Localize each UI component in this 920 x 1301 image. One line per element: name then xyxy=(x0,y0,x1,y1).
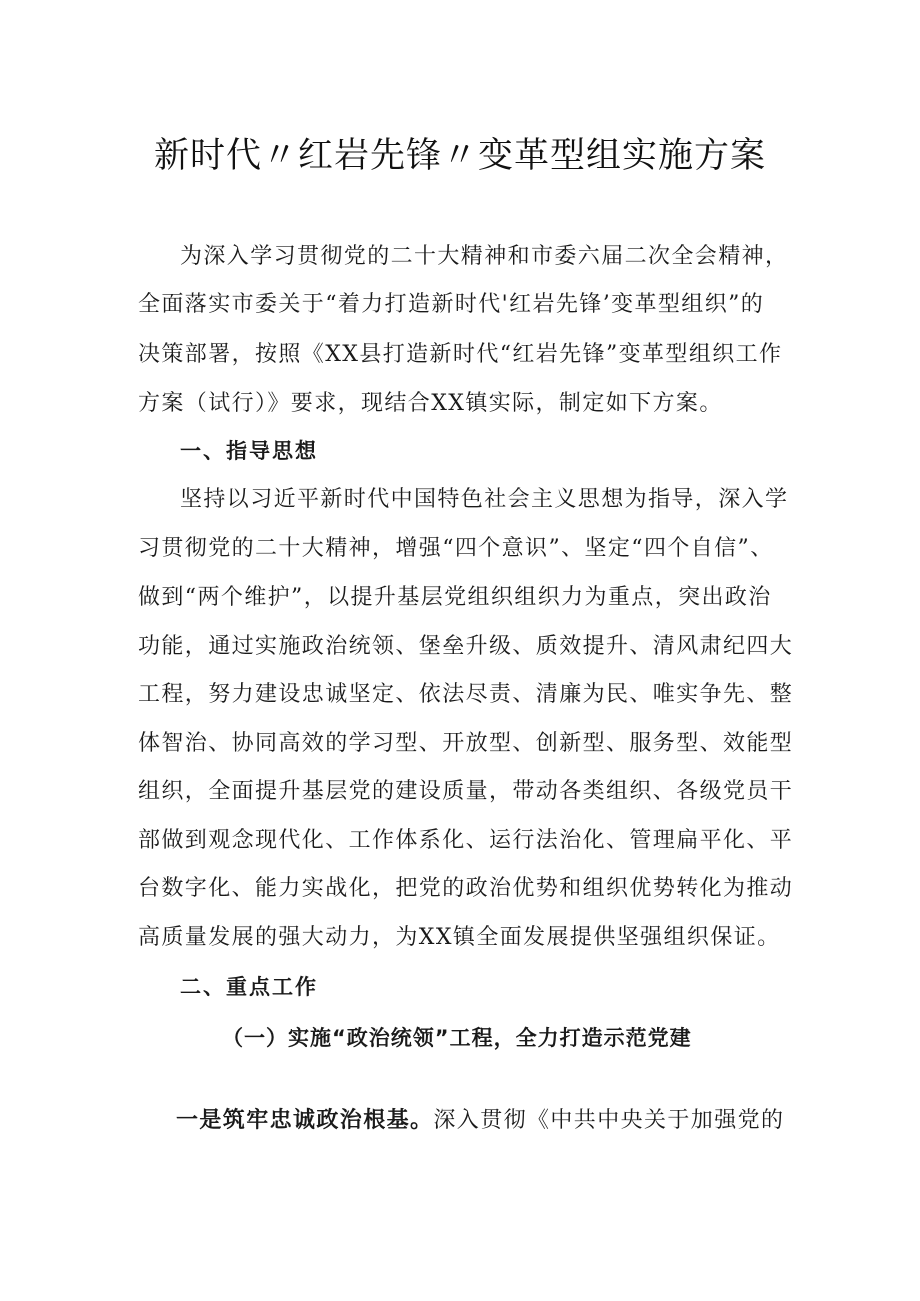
intro-line: 全面落实市委关于“着力打造新时代'红岩先锋’变革型组织”的 xyxy=(138,292,765,317)
paragraph-line: 高质量发展的强大动力，为XX镇全面发展提供坚强组织保证。 xyxy=(138,925,781,950)
paragraph-line: 坚持以习近平新时代中国特色社会主义思想为指导，深入学 xyxy=(180,487,789,512)
section-heading-key-work: 二、重点工作 xyxy=(180,975,318,999)
intro-line: 方案（试行）》要求，现结合XX镇实际，制定如下方案。 xyxy=(138,391,723,416)
item-paragraph xyxy=(176,1110,856,1132)
intro-line: 为深入学习贯彻党的二十大精神和市委六届二次全会精神， xyxy=(180,244,789,269)
document-title: 新时代〃红岩先锋〃变革型组实施方案 xyxy=(153,136,766,176)
paragraph-line: 组织，全面提升基层党的建设质量，带动各类组织、各级党员干 xyxy=(138,779,794,804)
paragraph-line: 体智治、协同高效的学习型、开放型、创新型、服务型、效能型 xyxy=(138,731,794,756)
paragraph-line: 工程，努力建设忠诚坚定、依法尽责、清廉为民、唯实争先、整 xyxy=(138,682,794,707)
paragraph-line: 功能，通过实施政治统领、堡垒升级、质效提升、清风肃纪四大 xyxy=(138,634,794,659)
item-text: 深入贯彻《中共中央关于加强党的 xyxy=(433,1108,785,1133)
paragraph-line: 部做到观念现代化、工作体系化、运行法治化、管理扁平化、平 xyxy=(138,828,794,853)
item-bold-lead: 一是筑牢忠诚政治根基。 xyxy=(176,1108,434,1133)
intro-line: 决策部署，按照《XX县打造新时代“红岩先锋”变革型组织工作 xyxy=(138,342,783,367)
paragraph-line: 做到“两个维护”，以提升基层党组织组织力为重点，突出政治 xyxy=(138,585,772,610)
section-heading-guiding-ideology: 一、指导思想 xyxy=(180,439,318,463)
paragraph-line: 台数字化、能力实战化，把党的政治优势和组织优势转化为推动 xyxy=(138,876,794,901)
paragraph-line: 习贯彻党的二十大精神，增强“四个意识”、坚定“四个自信”、 xyxy=(138,536,774,561)
subsection-heading: （一）实施“政治统领”工程，全力打造示范党建 xyxy=(222,1026,692,1050)
